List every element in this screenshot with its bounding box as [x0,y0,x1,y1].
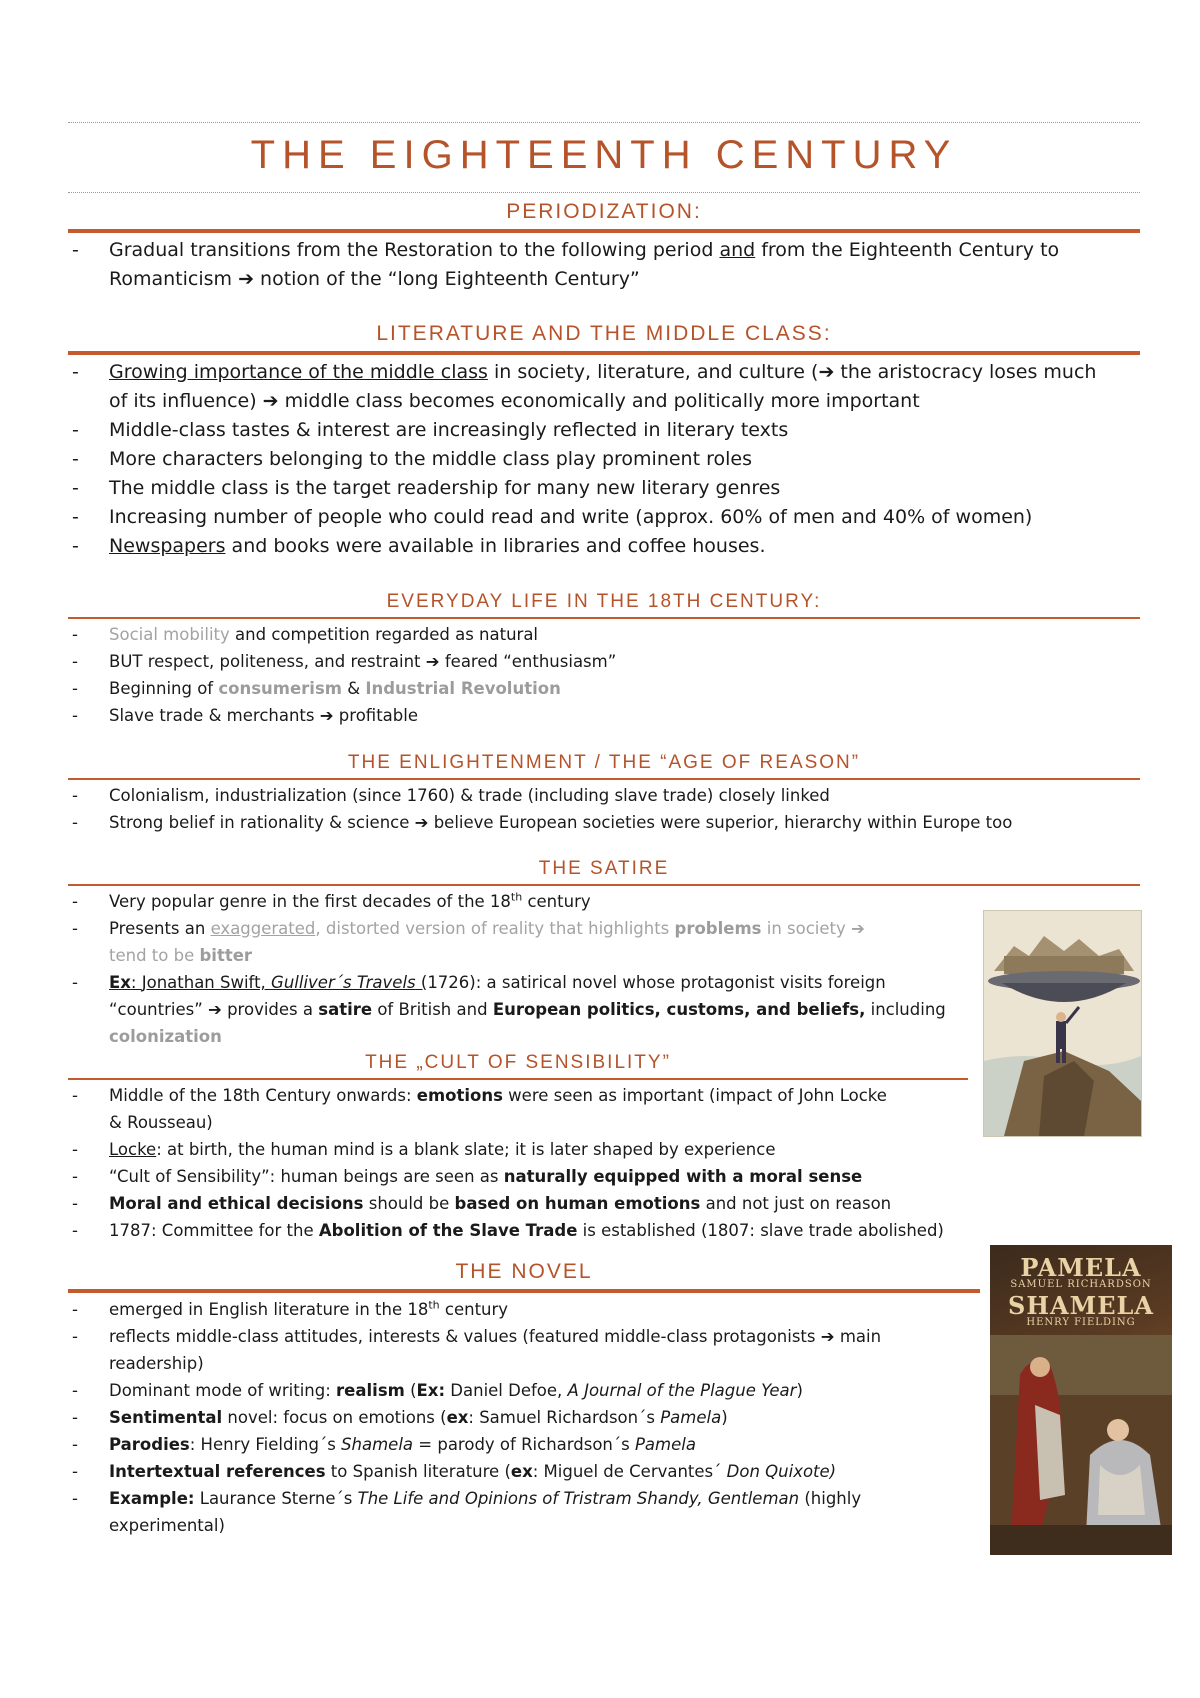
section-heading: THE NOVEL [455,1260,593,1283]
laputa-illustration [983,910,1142,1137]
list-item: - “Cult of Sensibility”: human beings are seen as naturally equipped with a moral sense [72,1167,863,1186]
arrow-icon: ➔ [425,652,440,671]
arrow-icon: ➔ [262,390,279,412]
section-heading: THE SATIRE [538,858,670,879]
list-item: - Beginning of consumerism & Industrial Revolution [72,679,561,698]
list-item: - Locke: at birth, the human mind is a blank slate; it is later shaped by experience [72,1140,776,1159]
title-dotted-rule [68,192,1140,193]
item-list [68,1082,968,1244]
item-list [68,888,968,1050]
list-item: - Ex: Jonathan Swift, Gulliver´s Travels (1726): a satirical novel whose protagonist visits foreign “countries” ➔ provides a satire of British and European politics, customs, and beliefs, including colonization [72,973,946,1046]
list-item: - BUT respect, politeness, and restraint ➔ feared “enthusiasm” [72,652,617,671]
list-item: - Increasing number of people who could read and write (approx. 60% of men and 40% of women) [72,506,1033,528]
section-heading: PERIODIZATION: [506,200,702,223]
list-item: - Intertextual references to Spanish literature (ex: Miguel de Cervantes´ Don Quixote) [72,1462,837,1481]
list-item: - Sentimental novel: focus on emotions (ex: Samuel Richardson´s Pamela) [72,1408,728,1427]
item-list [68,236,1140,294]
list-item: - emerged in English literature in the 18th century [72,1298,509,1319]
section-rule [68,351,1140,355]
arrow-icon: ➔ [851,919,865,938]
list-item: - 1787: Committee for the Abolition of the Slave Trade is established (1807: slave trade abolished) [72,1221,944,1240]
list-item: - Colonialism, industrialization (since 1760) & trade (including slave trade) closely linked [72,786,830,805]
list-item: - Gradual transitions from the Restoration to the following period and from the Eighteenth Century to Romanticism ➔ notion of the “long Eighteenth Century” [68,236,1140,294]
section-novel [68,1257,980,1539]
section-rule [68,1289,980,1293]
cover-author-fielding: HENRY FIELDING [1026,1317,1136,1328]
item-list [68,782,1140,836]
section-rule [68,778,1140,780]
list-item: - Moral and ethical decisions should be based on human emotions and not just on reason [72,1194,892,1213]
list-item: - Growing importance of the middle class in society, literature, and culture (➔ the aristocracy loses much of its influence) ➔ middle class becomes economically and politically more important [72,361,1097,412]
arrow-icon: ➔ [319,706,334,725]
list-item: - reflects middle-class attitudes, interests & values (featured middle-class protagonists ➔ main readership) [72,1327,882,1373]
arrow-icon: ➔ [820,1327,835,1346]
flying-island-picture [984,911,1141,1136]
section-enlightenment [68,750,1140,836]
section-rule [68,229,1140,233]
section-rule [68,1078,968,1080]
arrow-icon: ➔ [238,268,254,290]
section-rule [68,884,1140,886]
list-item: - Social mobility and competition regarded as natural [72,625,539,644]
section-rule [68,617,1140,619]
list-item: - Slave trade & merchants ➔ profitable [72,706,418,725]
section-heading: THE ENLIGHTENMENT / THE “AGE OF REASON” [347,752,861,773]
list-item: - Presents an exaggerated, distorted version of reality that highlights problems in society ➔ tend to be bitter [72,919,865,965]
pamela-shamela-cover [990,1245,1172,1555]
top-dotted-rule [68,122,1140,123]
list-item: - Very popular genre in the first decades of the 18th century [72,890,591,911]
section-middle-class [68,319,1140,561]
list-item: - Strong belief in rationality & science ➔ believe European societies were superior, hierarchy within Europe too [72,813,1013,832]
arrow-icon: ➔ [208,1000,222,1019]
arrow-icon: ➔ [818,361,835,383]
list-item: - Dominant mode of writing: realism (Ex: Daniel Defoe, A Journal of the Plague Year) [72,1381,803,1400]
item-list [68,1296,980,1539]
list-item: - Middle-class tastes & interest are increasingly reflected in literary texts [72,419,789,441]
item-list [68,621,1140,729]
section-periodization [68,197,1140,294]
page-title: THE EIGHTEENTH CENTURY [250,133,958,177]
section-heading: LITERATURE AND THE MIDDLE CLASS: [376,322,832,345]
dash-bullet: - [72,239,79,261]
cover-title-pamela: PAMELA [1020,1253,1142,1282]
item-list [68,358,1140,561]
list-item: - The middle class is the target readership for many new literary genres [72,477,781,499]
section-sensibility [68,1050,968,1244]
section-heading: EVERYDAY LIFE IN THE 18TH CENTURY: [386,591,822,612]
section-satire [68,856,1140,1050]
arrow-icon: ➔ [414,813,429,832]
list-item: - More characters belonging to the middle class play prominent roles [72,448,752,470]
cover-title-shamela: SHAMELA [1008,1291,1154,1320]
list-item: - Parodies: Henry Fielding´s Shamela = parody of Richardson´s Pamela [72,1435,696,1454]
list-item: - Example: Laurance Sterne´s The Life and Opinions of Tristram Shandy, Gentleman (highly experimental) [72,1489,862,1535]
section-everyday-life [68,589,1140,729]
list-item: - Middle of the 18th Century onwards: emotions were seen as important (impact of John Locke & Rousseau) [72,1086,887,1132]
list-item: - Newspapers and books were available in libraries and coffee houses. [72,535,766,557]
section-heading: THE „CULT OF SENSIBILITY” [365,1052,671,1073]
cover-painting [990,1335,1172,1555]
cover-author-richardson: SAMUEL RICHARDSON [1010,1279,1152,1290]
